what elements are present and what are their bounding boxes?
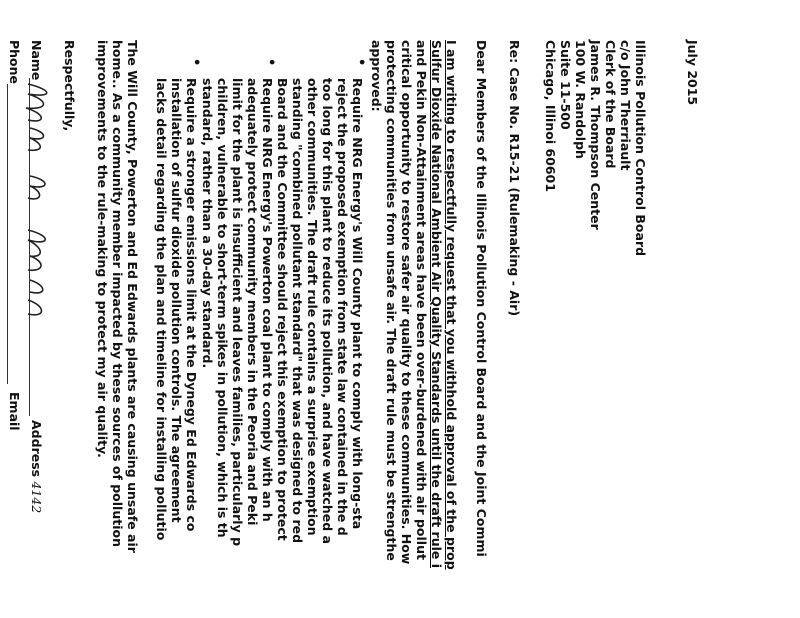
intro-line: and Pekin Non-Attainment areas have been over-burdened with air pollut <box>414 40 429 560</box>
recipient-line: 100 W. Randolph <box>573 40 588 159</box>
rotated-letter <box>80 0 740 618</box>
bullet-marker: • <box>353 58 368 67</box>
bullet-line: standard, rather than a 30-day standard. <box>200 78 215 369</box>
intro-line: Sulfur Dioxide National Ambient Air Quality Standards until the draft rule i <box>429 40 444 569</box>
address-label: Address <box>29 420 44 478</box>
bullet-line: too long for this plant to reduce its pollution, and have watched a <box>320 78 335 544</box>
recipient-line: James R. Thompson Center <box>588 40 603 230</box>
letter-date: July 2015 <box>685 40 700 106</box>
recipient-line: Chicago, Illinoi 60601 <box>543 40 558 192</box>
bullet-line: Require NRG Energy's Powerton coal plant to comply with an h <box>260 78 275 522</box>
bullet-line: Board and the Committee should reject this exemption to protect <box>275 78 290 541</box>
email-field <box>7 392 22 431</box>
recipient-line: Suite 11-500 <box>558 40 573 130</box>
bullet-line: installation of sulfur dioxide pollution controls. The agreement <box>169 78 184 523</box>
bullet-marker: • <box>263 58 278 67</box>
phone-label: Phone <box>7 40 22 85</box>
bullet-line: lacks detail regarding the plan and timeline for installing pollutio <box>154 78 169 541</box>
signoff: Respectfully, <box>62 40 77 132</box>
address-value: 4142 <box>29 481 44 514</box>
recipient-line: Illinois Pollution Control Board <box>633 40 648 257</box>
handwritten-signature <box>18 80 58 410</box>
subject-line: Re: Case No. R15-21 (Rulemaking - Air) <box>507 40 522 317</box>
bullet-line: limit for the plant is insufficient and leaves families, particularly p <box>230 78 245 547</box>
address-field <box>29 420 44 513</box>
email-label: Email <box>7 392 22 431</box>
recipient-line: Clerk of the Board <box>603 40 618 169</box>
name-field <box>29 40 44 80</box>
bullet-line: standing "combined pollutant standard" that was designed to red <box>290 78 305 544</box>
bullet-line: children, vulnerable to short-term spikes in pollution, which is th <box>215 78 230 538</box>
signature-strip <box>0 0 80 618</box>
phone-underline <box>7 84 8 384</box>
salutation: Dear Members of the Illinois Pollution Control Board and the Joint Commi <box>474 40 489 557</box>
closing-line: home.. As a community member impacted by these sources of pollution <box>110 40 125 547</box>
bullet-line: Require NRG Energy's Will County plant to comply with long-sta <box>350 78 365 530</box>
bullet-line: Require a stronger emissions limit at the Dynegy Ed Edwards co <box>184 78 199 532</box>
bullet-line: reject the proposed exemption from state law contained in the d <box>335 78 350 536</box>
intro-line: I am writing to respectfully request that you withhold approval of the prop <box>444 40 459 570</box>
bullet-marker: • <box>188 58 203 67</box>
recipient-line: c/o John Therriault <box>618 40 633 171</box>
intro-line: approved: <box>369 40 384 112</box>
phone-field <box>7 40 22 84</box>
bullet-line: other communities. The draft rule contains a surprise exemption <box>305 78 320 536</box>
name-label: Name <box>29 40 44 81</box>
bullet-line: adequately protect community members in the Peoria and Peki <box>245 78 260 526</box>
closing-line: The Will County, Powerton and Ed Edwards plants are causing unsafe air <box>125 40 140 553</box>
intro-line: critical opportunity to restore safer air quality to these communities. How <box>399 40 414 565</box>
closing-line: improvements to the rule-making to protect my air quality. <box>95 40 110 458</box>
intro-line: protecting communities from unsafe air. The draft rule must be strengthe <box>384 40 399 561</box>
